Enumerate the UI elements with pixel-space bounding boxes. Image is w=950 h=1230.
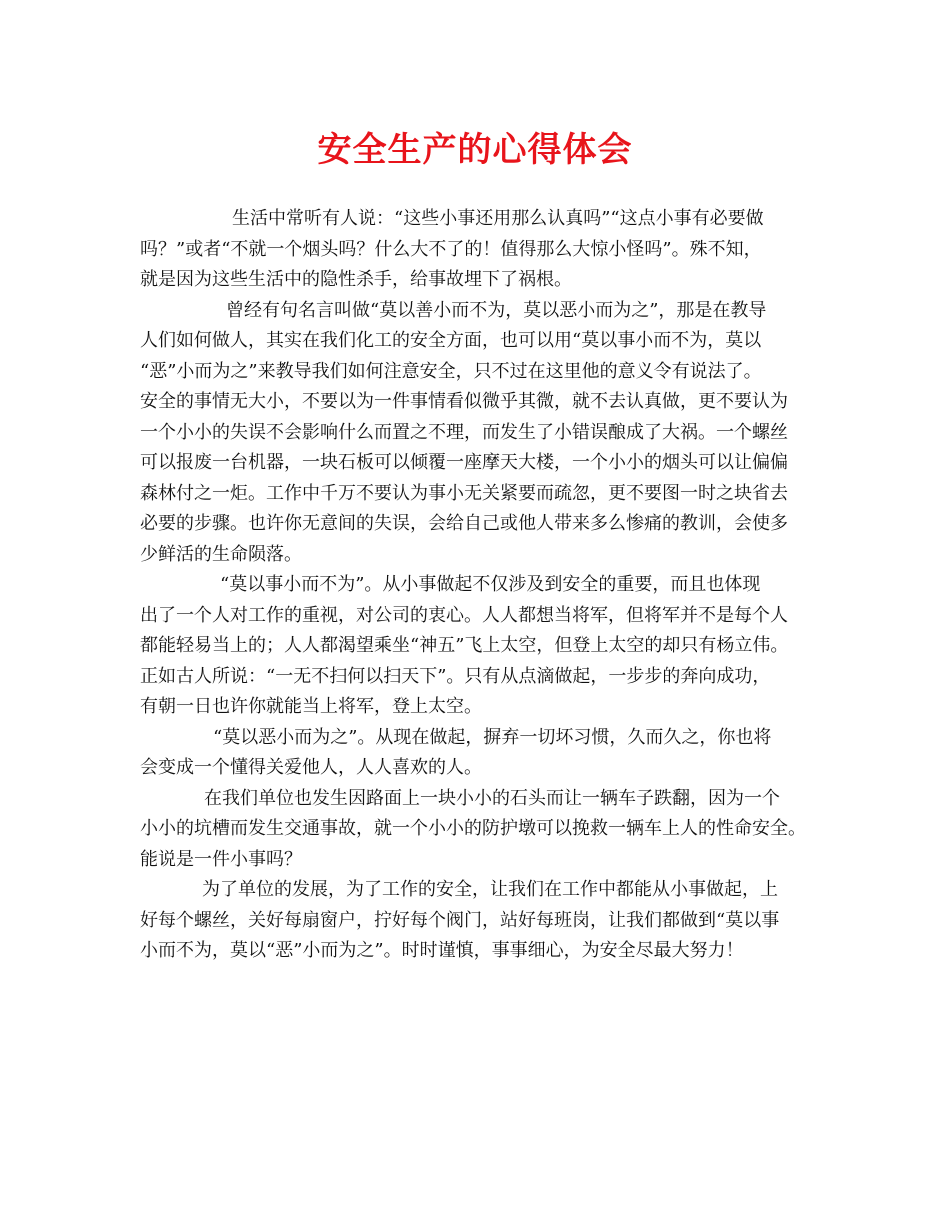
paragraph-line: 会变成一个懂得关爱他人，人人喜欢的人。 xyxy=(140,757,482,778)
paragraph-line: 安全的事情无大小，不要以为一件事情看似微乎其微，就不去认真做，更不要认为 xyxy=(140,391,788,412)
document-title: 安全生产的心得体会 xyxy=(317,130,633,170)
paragraph-4 xyxy=(140,723,816,784)
paragraph-line: 一个小小的失误不会影响什么而置之不理，而发生了小错误酿成了大祸。一个螺丝 xyxy=(140,421,788,443)
paragraph-line: “恶”小而为之”来教导我们如何注意安全，只不过在这里他的意义令有说法了。 xyxy=(140,360,762,382)
paragraph-line: 小小的坑槽而发生交通事故，就一个小小的防护墩可以挽救一辆车上人的性命安全。 xyxy=(140,818,806,839)
paragraph-line: 可以报废一台机器，一块石板可以倾覆一座摩天大楼，一个小小的烟头可以让偏偏 xyxy=(140,452,788,473)
paragraph-line: 出了一个人对工作的重视，对公司的衷心。人人都想当将军，但将军并不是每个人 xyxy=(140,604,788,626)
paragraph-line: 少鲜活的生命陨落。 xyxy=(140,543,302,565)
paragraph-line: 人们如何做人，其实在我们化工的安全方面，也可以用“莫以事小而不为，莫以 xyxy=(140,330,762,351)
paragraph-line: 有朝一日也许你就能当上将军，登上太空。 xyxy=(140,696,482,717)
paragraph-3 xyxy=(140,570,816,723)
document-body xyxy=(140,204,816,967)
paragraph-line: 生活中常听有人说：“这些小事还用那么认真吗”“这点小事有必要做 xyxy=(232,208,764,229)
paragraph-line: 小而不为，莫以“恶”小而为之”。时时谨慎，事事细心，为安全尽最大努力！ xyxy=(140,940,744,961)
paragraph-line: 好每个螺丝，关好每扇窗户，拧好每个阀门，站好每班岗，让我们都做到“莫以事 xyxy=(140,909,780,931)
paragraph-line: “莫以事小而不为”。从小事做起不仅涉及到安全的重要，而且也体现 xyxy=(220,574,761,595)
paragraph-line: 必要的步骤。也许你无意间的失误，会给自己或他人带来多么惨痛的教训，会使多 xyxy=(140,513,788,534)
paragraph-2 xyxy=(140,296,816,571)
paragraph-line: 森林付之一炬。工作中千万不要认为事小无关紧要而疏忽，更不要图一时之块省去 xyxy=(140,482,788,504)
paragraph-line: 吗？”或者“不就一个烟头吗？什么大不了的！值得那么大惊小怪吗”。殊不知， xyxy=(140,238,762,260)
paragraph-line: 就是因为这些生活中的隐性杀手，给事故埋下了祸根。 xyxy=(140,269,572,290)
paragraph-line: 都能轻易当上的；人人都渴望乘坐“神五”飞上太空，但登上太空的却只有杨立伟。 xyxy=(140,635,789,656)
paragraph-line: “莫以恶小而为之”。从现在做起，摒弃一切坏习惯，久而久之，你也将 xyxy=(213,726,772,748)
paragraph-6 xyxy=(140,875,816,967)
paragraph-line: 为了单位的发展，为了工作的安全，让我们在工作中都能从小事做起，上 xyxy=(202,879,778,900)
paragraph-line: 在我们单位也发生因路面上一块小小的石头而让一辆车子跌翻，因为一个 xyxy=(204,787,780,809)
paragraph-line: 能说是一件小事吗？ xyxy=(140,848,302,870)
paragraph-line: 曾经有句名言叫做“莫以善小而不为，莫以恶小而为之”，那是在教导 xyxy=(226,299,767,321)
paragraph-5 xyxy=(140,784,816,876)
paragraph-line: 正如古人所说：“一无不扫何以扫天下”。只有从点滴做起，一步步的奔向成功， xyxy=(140,665,771,687)
paragraph-1 xyxy=(140,204,816,296)
